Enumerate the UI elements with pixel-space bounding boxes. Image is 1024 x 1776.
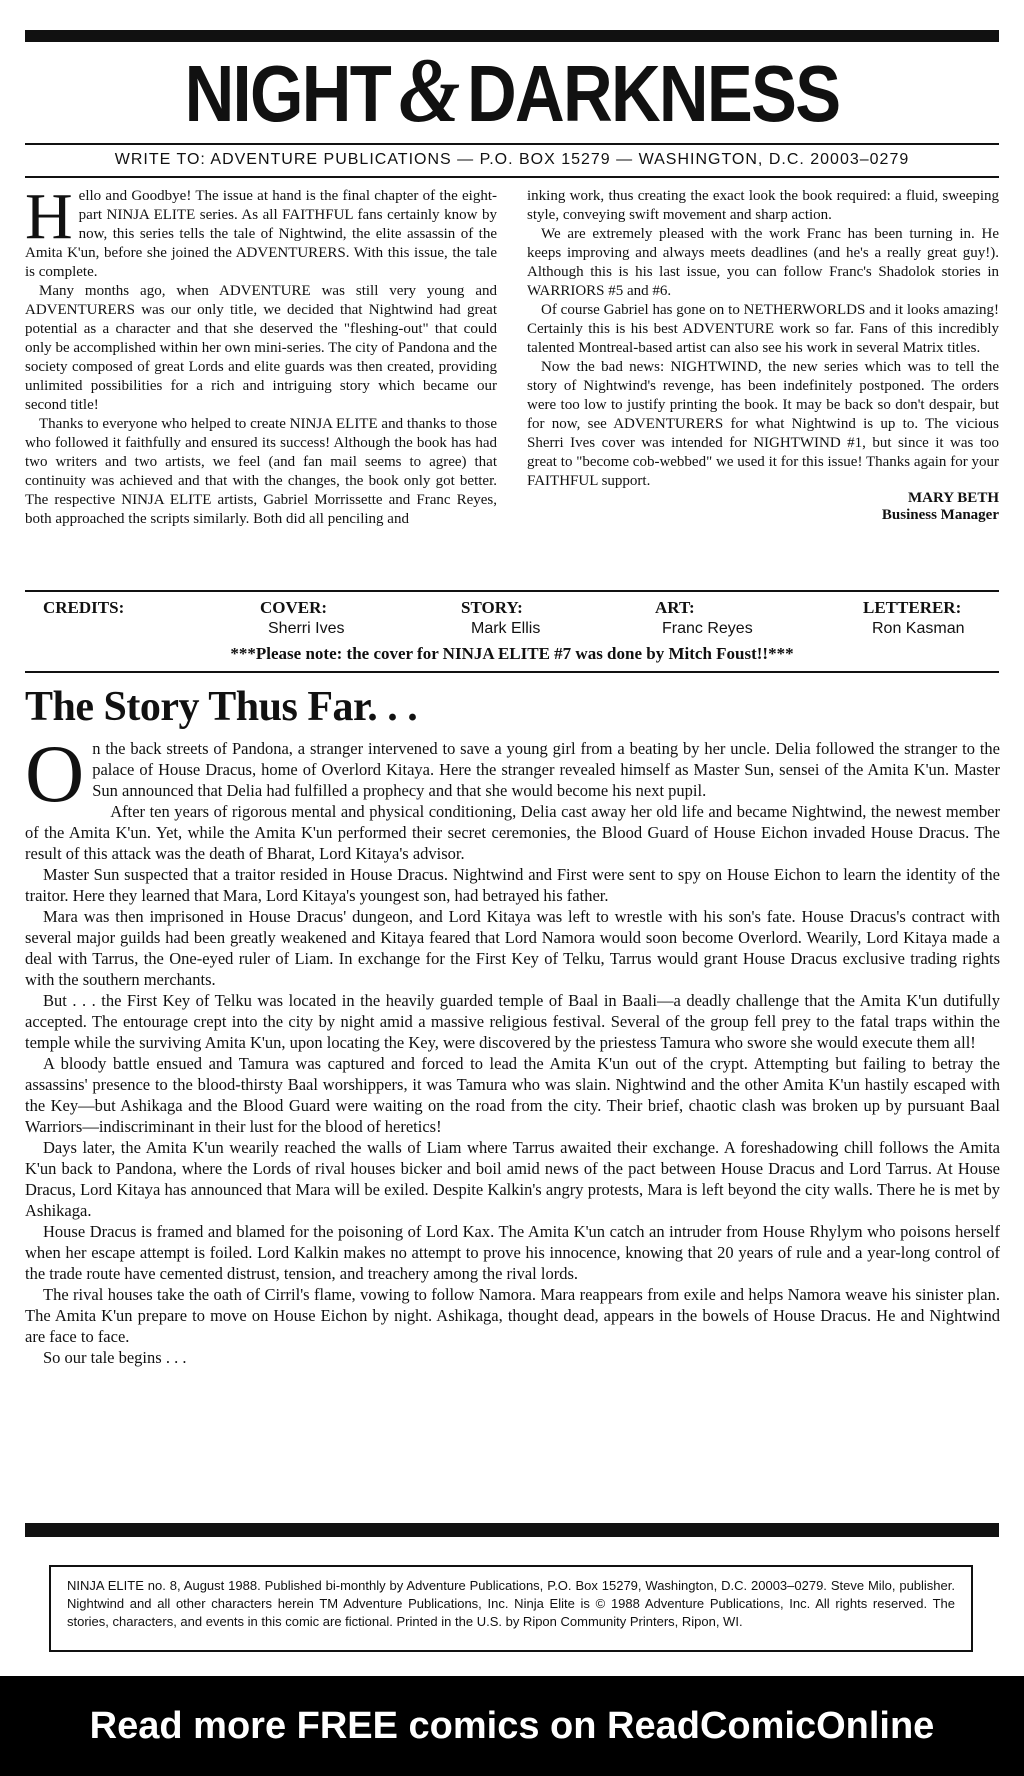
story-credit-head: STORY: [461,598,523,617]
signature-title: Business Manager [881,507,999,523]
story-title: The Story Thus Far. . . [25,684,418,730]
story-paragraph: Mara was then imprisoned in House Dracus' dungeon, and Lord Kitaya was left to wrestle with his son's fate. House Dracus's contract with several major guilds had been greatly weakened and Kitaya feared that Lord Namora would soon become Overlord. Wearily, Lord Kitaya made a deal with Tarrus, the One-eyed ruler of Liam. In exchange for the First Key of Telku, Tarrus would grant House Dracus exclusive trading rights with the southern merchants. [25,907,1000,989]
signature-name: MARY BETH [907,490,999,506]
story-paragraph: Master Sun suspected that a traitor resided in House Dracus. Nightwind and First were sent to spy on House Eichon to learn the identity of the traitor. Here they learned that Mara, Lord Kitaya's youngest son, had betrayed his father. [25,865,1000,905]
title-ampersand: & [398,39,459,141]
art-credit-name: Franc Reyes [662,620,753,637]
story-credit-name: Mark Ellis [471,620,541,637]
masthead-title [93,40,931,140]
letter-columns [25,180,999,529]
art-credit-head: ART: [655,598,695,617]
cover-note: ***Please note: the cover for NINJA ELITE #7 was done by Mitch Foust!!*** [230,644,794,663]
story-body [25,728,1000,1368]
credits-bottom-rule [25,671,999,673]
letter-column-left [25,180,497,529]
story-paragraph: Days later, the Amita K'un wearily reached the walls of Liam where Tarrus awaited their exchange. A foreshadowing chill follows the Amita K'un back to Pandona, where the Lords of rival houses bicker and boil amid news of the pact between House Dracus and Lord Tarrus. At House Dracus, Lord Kitaya has announced that Mara will be exiled. Despite Kalkin's angry protests, Mara is left beyond the city walls. There he is met by Ashikaga. [25,1138,1000,1220]
letter-paragraph: Many months ago, when ADVENTURE was still very young and ADVENTURERS was our only title, we decided that Nightwind had great potential as a character and that she deserved the "fleshing-out" that could only be accomplished within her own mini-series. The city of Pandona and the society composed of great Lords and elite guards was then created, providing unlimited possibilities for a rich and intriguing story which became our second title! [25,283,497,413]
story-dropcap: O [25,728,85,819]
story-paragraph: The rival houses take the oath of Cirril's flame, vowing to follow Namora. Mara reappears from exile and helps Namora weave his sinister plan. The Amita K'un prepare to move on House Eichon by night. Ashikaga, thought dead, appears in the bowels of House Dracus. He and Nightwind are face to face. [25,1285,1000,1346]
story-paragraph: But . . . the First Key of Telku was located in the heavily guarded temple of Baal in Baali—a deadly challenge that the Amita K'un dutifully accepted. The entourage crept into the city by night amid a massive religious festival. Several of the group fell prey to the fatal traps within the temple while the surviving Amita K'un, upon locating the Key, were discovered by the priestess Tamura who swore she would execute them all! [25,991,1000,1052]
letter-paragraph: inking work, thus creating the exact look the book required: a fluid, sweeping style, conveying swift movement and sharp action. [527,188,999,223]
credits-top-rule [25,590,999,592]
letter-p1: ello and Goodbye! The issue at hand is the final chapter of the eight-part NINJA ELITE series. As all FAITHFUL fans certainly know by now, this series tells the tale of Nightwind, the elite assassin of the Amita K'un, before she joined the ADVENTURERS. With this issue, the tale is complete. [25,188,497,280]
letter-paragraph: Now the bad news: NIGHTWIND, the new series which was to tell the story of Nightwind's revenge, has been indefinitely postponed. The orders were too low to justify printing the book. It may be back so don't despair, but for now, see ADVENTURERS for what Nightwind is up to. The vicious Sherri Ives cover was intended for NIGHTWIND #1, but since it was too great to "become cob-webbed" we used it for this issue! Thanks again for your FAITHFUL support. [527,359,999,489]
letter-column-right [527,187,999,529]
write-to-address: WRITE TO: ADVENTURE PUBLICATIONS — P.O. BOX 15279 — WASHINGTON, D.C. 20003–0279 [114,151,910,168]
story-paragraph: House Dracus is framed and blamed for the poisoning of Lord Kax. The Amita K'un catch an intruder from House Rhylym who poisons herself when her escape attempt is foiled. Lord Kalkin makes no attempt to prove his innocence, knowing that 20 years of rule and a year-long control of the trade route have cemented distrust, tension, and treachery among the rival lords. [25,1222,1000,1283]
story-paragraph: So our tale begins . . . [43,1348,187,1367]
story-paragraph [25,728,1000,819]
letterer-credit-name: Ron Kasman [872,620,965,637]
letter-paragraph: Of course Gabriel has gone on to NETHERWORLDS and it looks amazing! Certainly this is his best ADVENTURE work so far. Fans of this incredibly talented Montreal-based artist can also see his work in several Matrix titles. [527,302,999,356]
letter-paragraph: Thanks to everyone who helped to create NINJA ELITE and thanks to those who followed it faithfully and ensured its success! Although the book has had two writers and two artists, we feel (and fan mail seems to agree) that continuity was achieved and that with the changes, the book only got better. The respective NINJA ELITE artists, Gabriel Morrissette and Franc Reyes, both approached the scripts similarly. Both did all penciling and [25,416,497,527]
story-p1: n the back streets of Pandona, a stranger intervened to save a young girl from a beating by her uncle. Delia followed the stranger to the palace of House Dracus, home of Overlord Kitaya. Here the stranger revealed himself as Master Sun, sensei of the Amita K'un. Master Sun announced that Delia had fulfilled a prophecy and that she would become his next pupil. [92,739,1000,800]
credits-row [25,594,999,644]
letter-dropcap: H [25,180,73,253]
story-paragraph: A bloody battle ensued and Tamura was captured and forced to lead the Amita K'un out of the crypt. Attempting but failing to betray the assassins' presence to the blood-thirsty Baal worshippers, it was Tamura who was slain. Nightwind and the other Amita K'un hastily escaped with the Key—but Ashikaga and the Blood Guard were waiting on the road from the city. Their brief, chaotic clash was broken up by pursuant Baal Warriors—indiscriminant in their lust for the blood of heretics! [25,1054,1000,1136]
promo-banner[interactable]: Read more FREE comics on ReadComicOnline [0,1676,1024,1776]
credits-label: CREDITS: [43,598,125,617]
story-paragraph: After ten years of rigorous mental and physical conditioning, Delia cast away her old life and became Nightwind, the newest member of the Amita K'un. Yet, while the Amita K'un performed their secret ceremonies, the Blood Guard of House Eichon invaded House Dracus. The result of this attack was the death of Bharat, Lord Kitaya's advisor. [25,802,1000,863]
title-right: DARKNESS [467,49,840,138]
cover-credit-name: Sherri Ives [268,620,345,637]
masthead-rule [25,143,999,145]
letter-paragraph [25,180,497,282]
letter-paragraph: We are extremely pleased with the work Franc has been turning in. He keeps improving and always meets deadlines (and he's a really great guy!). Although this is his last issue, you can follow Franc's Shadolok stories in WARRIORS #5 and #6. [527,226,999,299]
letterer-credit-head: LETTERER: [863,598,962,617]
bottom-rule [25,1523,999,1537]
publication-info-box: NINJA ELITE no. 8, August 1988. Published bi-monthly by Adventure Publications, P.O. Box 15279, Washington, D.C. 20003–0279. Steve Milo, publisher. Nightwind and all other characters herein TM Adventure Publications, Inc. Ninja Elite is © 1988 Adventure Publications, Inc. All rights reserved. The stories, characters, and events in this comic are fictional. Printed in the U.S. by Ripon Community Printers, Ripon, WI. [49,1565,973,1652]
cover-credit-head: COVER: [260,598,328,617]
address-rule [25,176,999,178]
title-left: NIGHT [184,49,391,138]
